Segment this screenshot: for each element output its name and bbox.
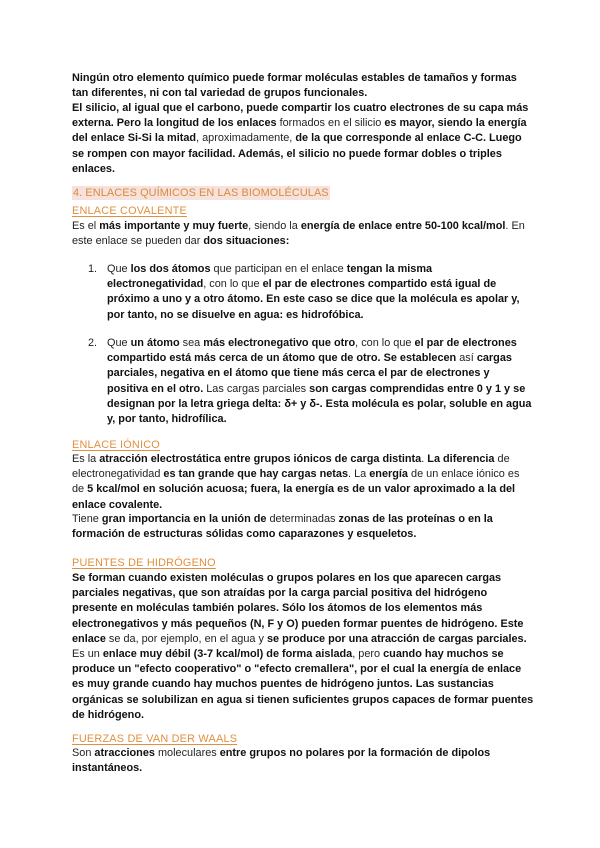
covalente-list-item-2 [88, 336, 532, 427]
vanderwaals-paragraph: Son atracciones moleculares entre grupos no polares por la formación de dipolos instantáneos. [72, 747, 491, 775]
list-number: 1. [88, 263, 98, 275]
list-number: 2. [88, 337, 98, 349]
intro-paragraph-2: El silicio, al igual que el carbono, puede compartir los cuatro electrones de su capa más externa. Pero la longitud de los enlaces formados en el silicio es mayor, siendo la energía del enlace Si-Si la mitad, aproximadamente, de la que corresponde al enlace C-C. Luego se rompen con mayor facilidad. Además, el silicio no puede formar dobles o triples enlaces. [72, 102, 529, 175]
hidrogeno-paragraph: Se forman cuando existen moléculas o grupos polares en los que aparecen cargas parciales negativas, que son atraídas por la carga parcial positiva del hidrógeno presente en moléculas también polares. Sólo los átomos de los elementos más electronegativos y más pequeños (N, F y O) pueden formar puentes de hidrógeno. Este enlace se da, por ejemplo, en el agua y se produce por una atracción de cargas parciales. Es un enlace muy débil (3-7 kcal/mol) de forma aislada, pero cuando hay muchos se produce un "efecto cooperativo" o "efecto cremallera", por el cual la energía de enlace es muy grande cuando hay muchos puentes de hidrógeno juntos. Las sustancias orgánicas se solubilizan en agua si tienen suficientes grupos capaces de formar puentes de hidrógeno. [72, 572, 534, 721]
ionico-title: ENLACE IÓNICO [72, 439, 160, 451]
hidrogeno-title: PUENTES DE HIDRÓGENO [72, 557, 216, 569]
covalente-paragraph: Es el más importante y muy fuerte, siendo la energía de enlace entre 50-100 kcal/mol. En este enlace se pueden dar dos situaciones: [72, 220, 525, 248]
intro-paragraph-1: Ningún otro elemento químico puede formar moléculas estables de tamaños y formas tan diferentes, ni con tal variedad de grupos funcionales. [72, 72, 517, 100]
covalente-list-item-1 [88, 262, 532, 323]
ionico-paragraph-1: Es la atracción electrostática entre grupos iónicos de carga distinta. La diferencia de electronegatividad es tan grande que hay cargas netas. La energía de un enlace iónico es de 5 kcal/mol en solución acuosa; fuera, la energía es de un valor aproximado a la del enlace covalente. [72, 453, 520, 511]
covalente-title: ENLACE COVALENTE [72, 205, 187, 217]
vanderwaals-title: FUERZAS DE VAN DER WAALS [72, 733, 238, 745]
section-heading: 4. ENLACES QUÍMICOS EN LAS BIOMOLÉCULAS [73, 187, 329, 199]
list-item-text: Que los dos átomos que participan en el enlace tengan la misma electronegatividad, con lo que el par de electrones compartido está igual de próximo a uno y a otro átomo. En este caso se dice que la molécula es apolar y, por tanto, no se disuelve en agua: es hidrofóbica. [107, 263, 520, 321]
ionico-paragraph-2: Tiene gran importancia en la unión de determinadas zonas de las proteínas o en la formación de estructuras sólidas como caparazones y esqueletos. [72, 513, 493, 541]
intro-approx: , aproximadamente, [196, 132, 296, 145]
list-item-text: Que un átomo sea más electronegativo que otro, con lo que el par de electrones compartido está más cerca de un átomo que de otro. Se establecen así cargas parciales, negativa en el átomo que tiene más cerca el par de electrones y positiva en el otro. Las cargas parciales son cargas comprendidas entre 0 y 1 y se designan por la letra griega delta: δ+ y δ-. Esta molécula es polar, soluble en agua y, por tanto, hidrofílica. [107, 337, 532, 426]
